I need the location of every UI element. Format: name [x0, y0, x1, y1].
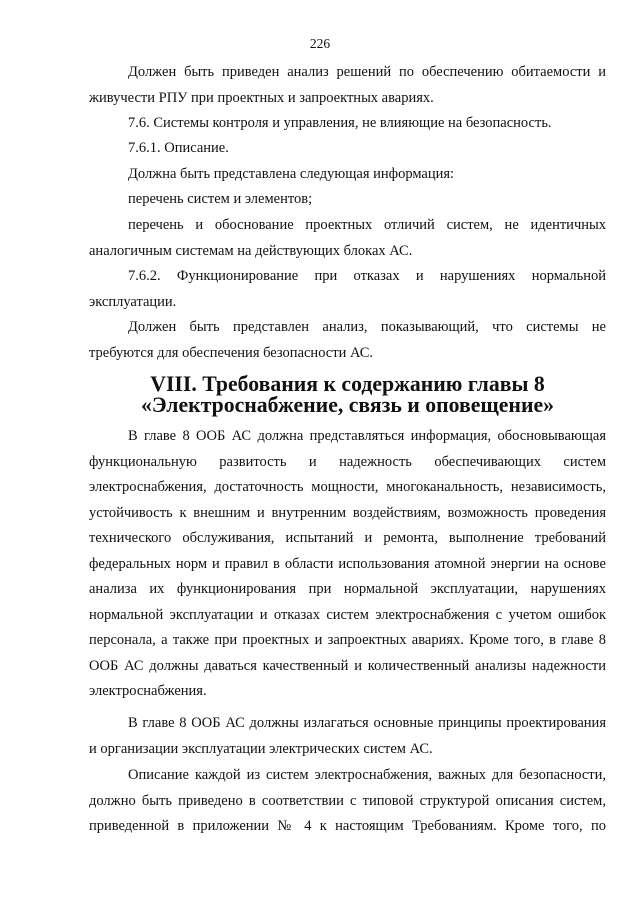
paragraph-design-differences: перечень и обоснование проектных отличий систем, не идентичных аналогичным системам на действующих блоках АС.	[89, 217, 606, 259]
paragraph-chapter-8-principles: В главе 8 ООБ АС должны излагаться основные принципы проектирования и организации эксплуатации электрических систем АС.	[89, 715, 606, 757]
section-heading-viii: VIII. Требования к содержанию главы 8 «Электроснабжение, связь и оповещение»	[140, 372, 555, 417]
paragraph-section-7-6-2: 7.6.2. Функционирование при отказах и нарушениях нормальной эксплуатации.	[89, 268, 606, 310]
paragraph-analysis-not-required: Должен быть представлен анализ, показывающий, что системы не требуются для обеспечения безопасности АС.	[89, 319, 606, 361]
paragraph-section-7-6-1: 7.6.1. Описание.	[128, 140, 229, 156]
paragraph-chapter-8-info: В главе 8 ООБ АС должна представляться информация, обосновывающая функциональную развитость и надежность обеспечивающих систем электроснабжения, достаточность мощности, многоканальность, независимость, устойчивость к внешним и внутренним воздействиям, возможность проведения технического обслуживания, испытаний и ремонта, выполнение требований федеральных норм и правил в области использования атомной энергии на основе анализа их функционирования при нормальной эксплуатации, нарушениях нормальной эксплуатации и отказах систем электроснабжения с учетом ошибок персонала, а также при проектных и запроектных авариях. Кроме того, в главе 8 ООБ АС должны даваться качественный и количественный анализы надежности электроснабжения.	[89, 428, 606, 699]
page-number: 226	[309, 36, 331, 51]
paragraph-habitability: Должен быть приведен анализ решений по обеспечению обитаемости и живучести РПУ при проектных и запроектных авариях.	[89, 64, 606, 106]
paragraph-info-required: Должна быть представлена следующая информация:	[128, 166, 455, 182]
paragraph-section-7-6: 7.6. Системы контроля и управления, не влияющие на безопасность.	[128, 115, 552, 131]
paragraph-list-systems: перечень систем и элементов;	[128, 191, 313, 207]
paragraph-system-description: Описание каждой из систем электроснабжения, важных для безопасности, должно быть приведено в соответствии с типовой структурой описания систем, приведенной в приложении № 4 к настоящим Требованиям. Кроме того, по	[89, 767, 606, 834]
